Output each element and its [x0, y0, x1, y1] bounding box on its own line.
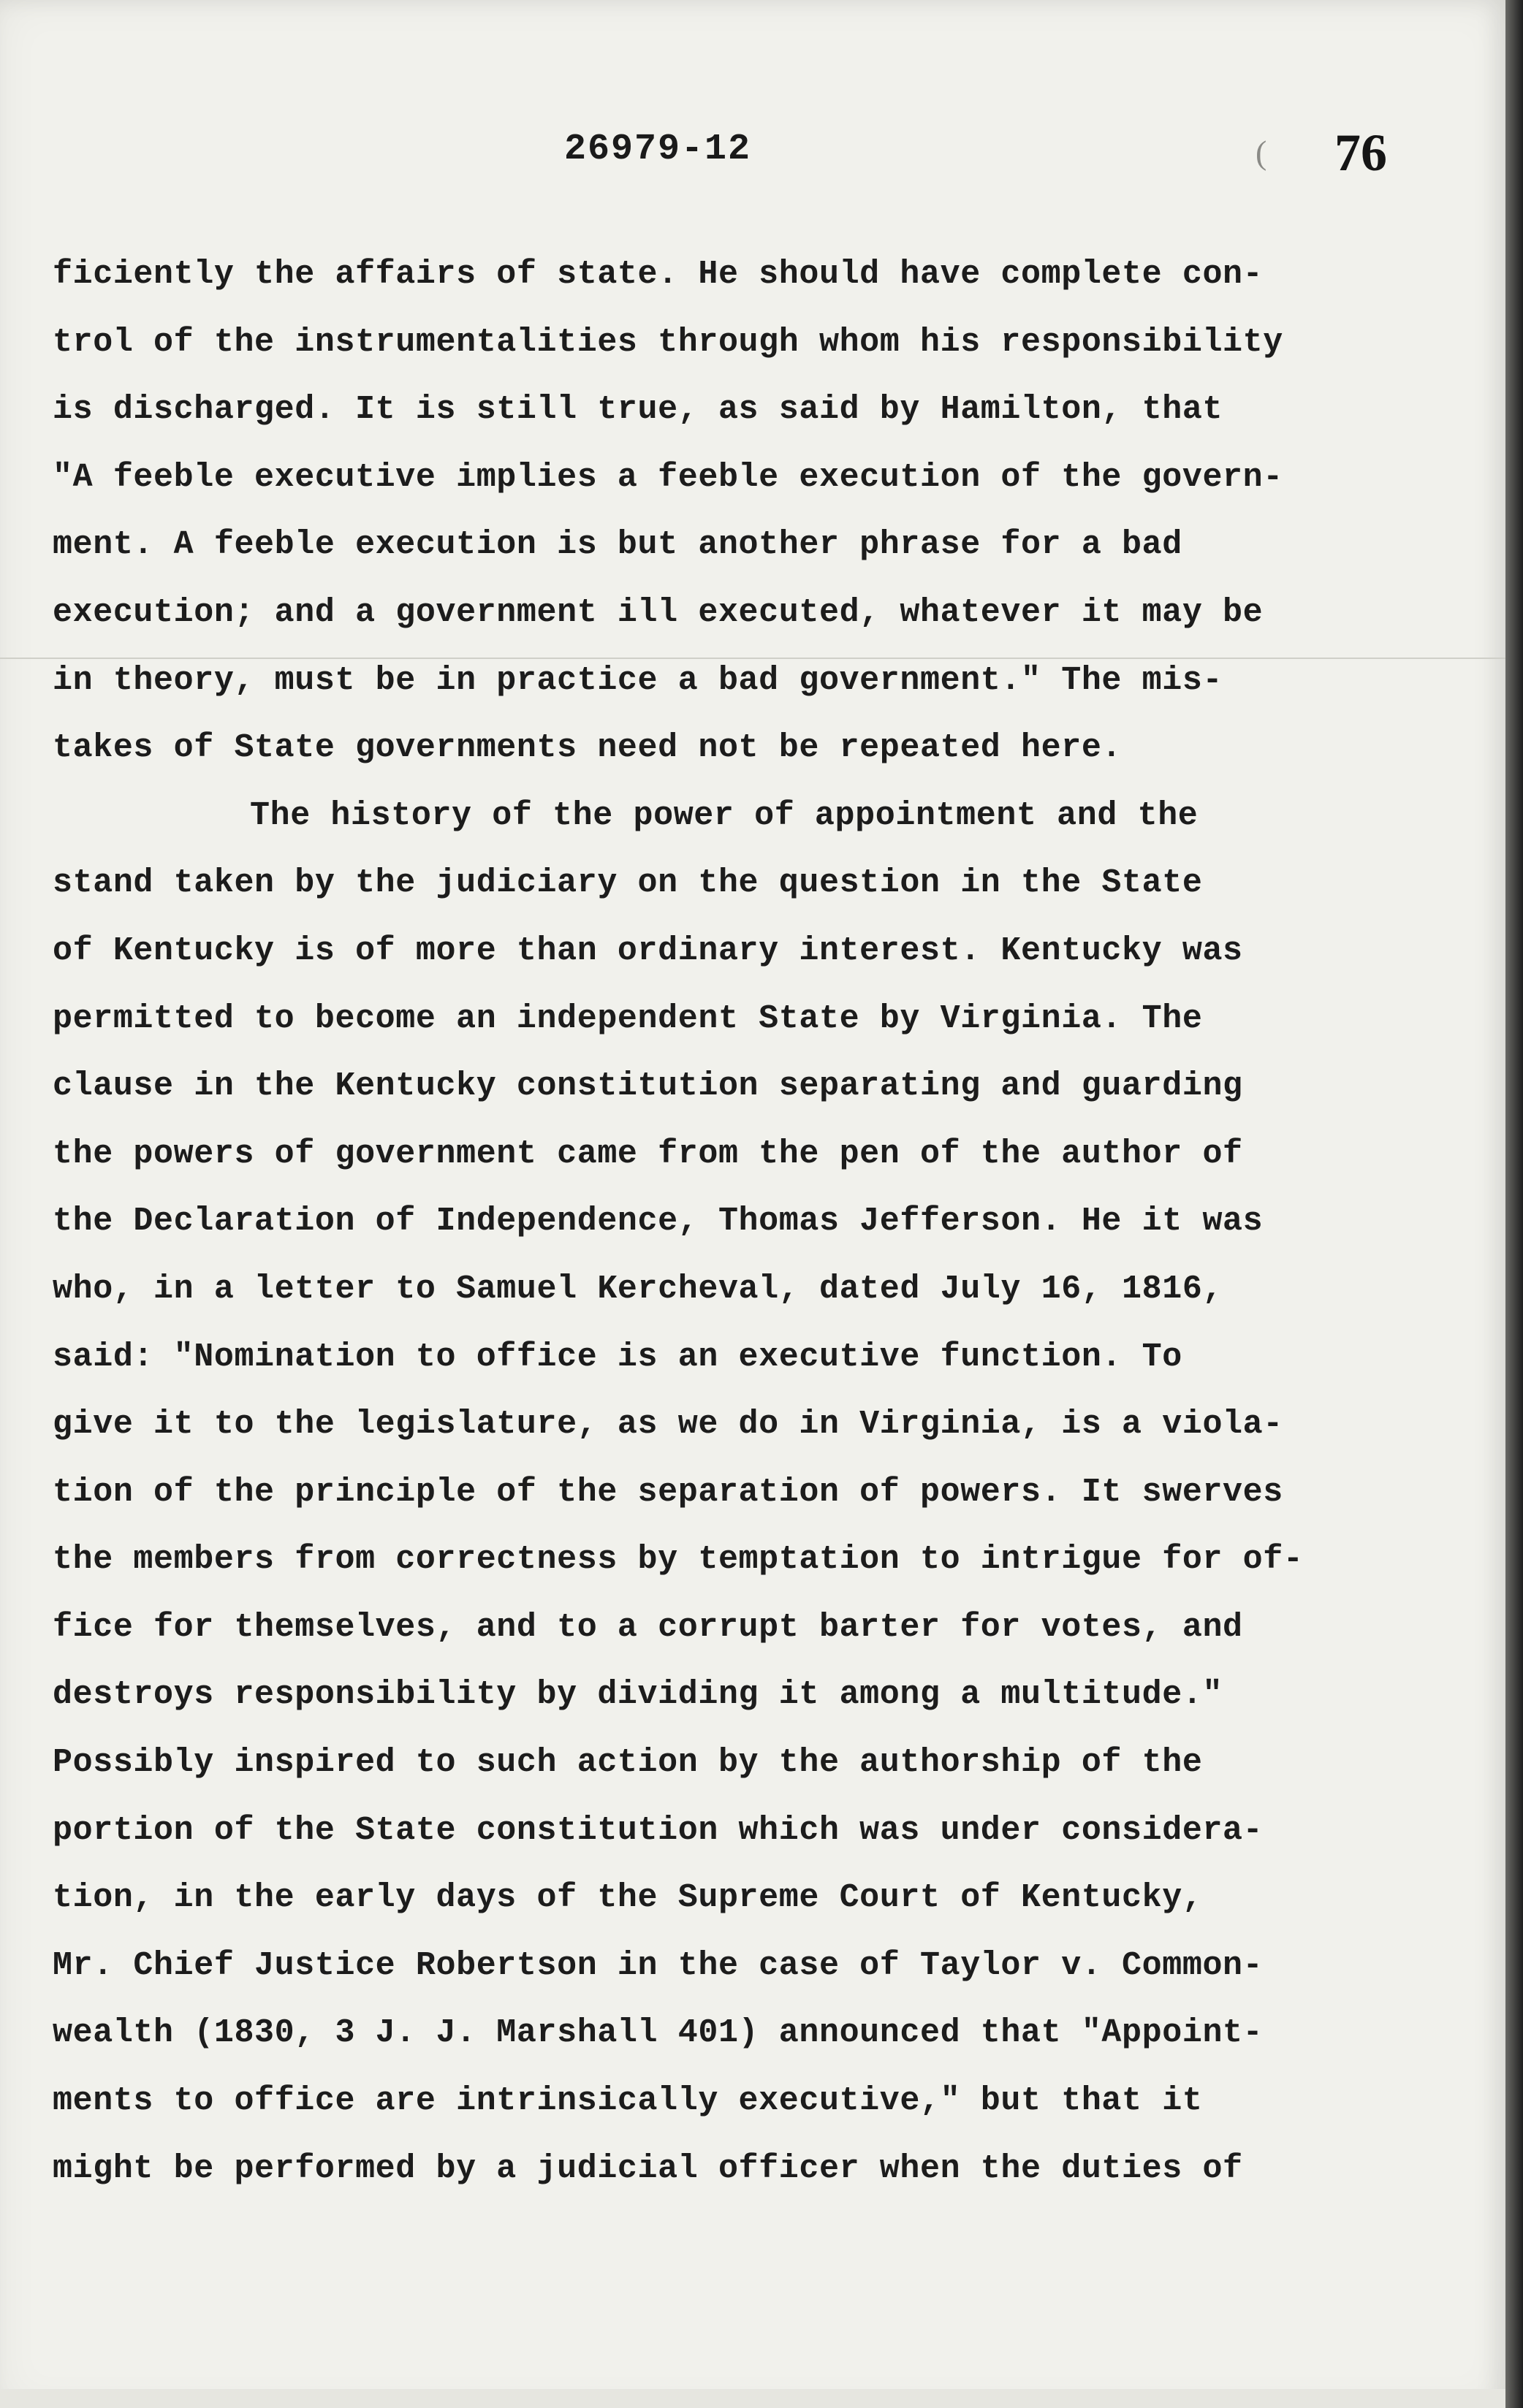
document-header: 26979-12 [564, 129, 752, 170]
text-line: ficiently the affairs of state. He should have complete con- [53, 256, 1264, 293]
text-line: tion, in the early days of the Supreme Court of Kentucky, [53, 1879, 1203, 1917]
scan-footer-strip [0, 2389, 1505, 2408]
scan-edge-shadow [1505, 0, 1523, 2408]
text-line: destroys responsibility by dividing it among a multitude." [53, 1676, 1223, 1714]
text-line: trol of the instrumentalities through whom his responsibility [53, 323, 1283, 361]
page-number: 76 [1334, 123, 1387, 182]
text-line: Possibly inspired to such action by the authorship of the [53, 1744, 1203, 1782]
text-line: is discharged. It is still true, as said by Hamilton, that [53, 391, 1223, 429]
text-line: in theory, must be in practice a bad government." The mis- [53, 661, 1223, 699]
text-line: takes of State governments need not be repeated here. [53, 729, 1123, 767]
text-line: Mr. Chief Justice Robertson in the case of Taylor v. Common- [53, 1946, 1264, 1984]
text-line: said: "Nomination to office is an executive function. To [53, 1338, 1182, 1376]
text-line: fice for themselves, and to a corrupt barter for votes, and [53, 1608, 1243, 1646]
text-line: of Kentucky is of more than ordinary interest. Kentucky was [53, 931, 1243, 969]
text-line: might be performed by a judicial officer when the duties of [53, 2149, 1243, 2187]
text-line: execution; and a government ill executed, whatever it may be [53, 593, 1264, 631]
text-line: portion of the State constitution which was under considera- [53, 1811, 1264, 1849]
text-line: clause in the Kentucky constitution separating and guarding [53, 1067, 1243, 1105]
text-line: ment. A feeble execution is but another phrase for a bad [53, 526, 1182, 564]
text-line: tion of the principle of the separation of powers. It swerves [53, 1473, 1283, 1511]
text-line: "A feeble executive implies a feeble execution of the govern- [53, 458, 1283, 496]
body-text [53, 241, 1339, 2203]
text-line: wealth (1830, 3 J. J. Marshall 401) announced that "Appoint- [53, 2014, 1264, 2052]
text-line: permitted to become an independent State by Virginia. The [53, 999, 1203, 1037]
text-line: the powers of government came from the pen of the author of [53, 1135, 1243, 1173]
text-line: who, in a letter to Samuel Kercheval, dated July 16, 1816, [53, 1270, 1223, 1308]
text-line: ments to office are intrinsically executive," but that it [53, 2082, 1203, 2120]
text-line: give it to the legislature, as we do in Virginia, is a viola- [53, 1406, 1283, 1444]
text-line: the Declaration of Independence, Thomas Jefferson. He it was [53, 1203, 1264, 1241]
paragraph-start-line: The history of the power of appointment and the [250, 796, 1199, 834]
stray-mark: ( [1256, 134, 1267, 171]
text-line: the members from correctness by temptation to intrigue for of- [53, 1541, 1304, 1579]
text-line: stand taken by the judiciary on the question in the State [53, 864, 1203, 902]
